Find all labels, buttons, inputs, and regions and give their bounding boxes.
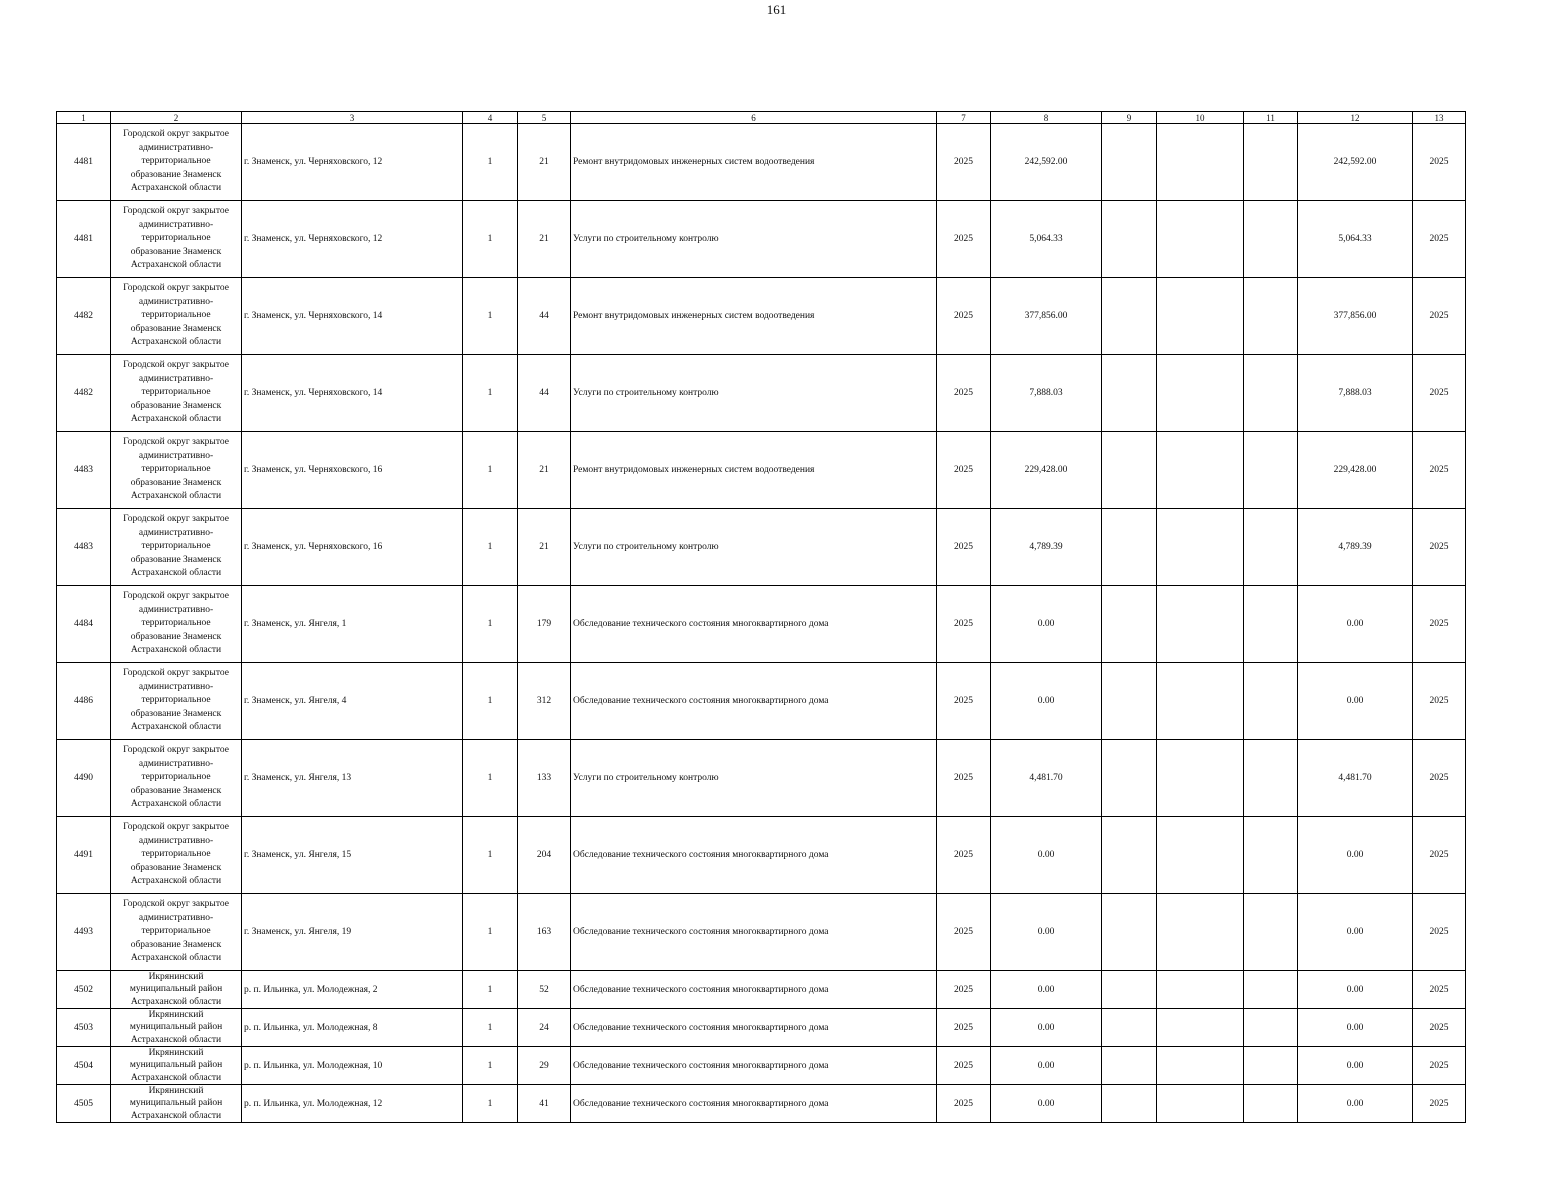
table-row [57, 1047, 1466, 1085]
municipality-line: административно- [138, 604, 214, 615]
table-row [57, 355, 1466, 432]
cell-address: г. Знаменск, ул. Янгеля, 19 [242, 894, 463, 971]
municipality-line: административно- [138, 527, 214, 538]
cell-amount-col-12: 242,592.00 [1298, 124, 1413, 201]
cell-col-10 [1157, 1009, 1244, 1047]
municipality-line: Городской округ закрытое [123, 437, 229, 448]
cell-address: г. Знаменск, ул. Черняховского, 12 [242, 201, 463, 278]
municipality-line: территориальное [141, 618, 211, 629]
cell-house-id: 4483 [57, 432, 111, 509]
cell-work-type: Услуги по строительному контролю [571, 201, 937, 278]
cell-work-type: Обследование технического состояния многоквартирного дома [571, 663, 937, 740]
municipality-line: Астраханской области [130, 183, 222, 194]
cell-col-5: 21 [518, 509, 571, 586]
cell-amount-col-12: 0.00 [1298, 894, 1413, 971]
cell-amount: 377,856.00 [991, 278, 1102, 355]
table-row [57, 432, 1466, 509]
cell-year-col-13: 2025 [1413, 124, 1466, 201]
cell-col-10 [1157, 201, 1244, 278]
cell-year: 2025 [937, 355, 991, 432]
municipality-line: Астраханской области [130, 337, 222, 348]
cell-col-10 [1157, 894, 1244, 971]
municipality-line: Икрянинский [148, 1010, 204, 1021]
cell-amount: 0.00 [991, 586, 1102, 663]
table-row [57, 509, 1466, 586]
cell-amount-col-12: 0.00 [1298, 1085, 1413, 1123]
cell-house-id: 4483 [57, 509, 111, 586]
cell-col-4: 1 [463, 509, 518, 586]
municipality-line: Городской округ закрытое [123, 206, 229, 217]
cell-year-col-13: 2025 [1413, 1085, 1466, 1123]
cell-amount-col-12: 0.00 [1298, 817, 1413, 894]
cell-address: р. п. Ильинка, ул. Молодежная, 10 [242, 1047, 463, 1085]
municipality-line: образование Знаменск [130, 708, 222, 719]
cell-col-4: 1 [463, 1085, 518, 1123]
register-body [57, 124, 1466, 1123]
page-number: 161 [766, 2, 787, 17]
municipality-line: административно- [138, 296, 214, 307]
cell-col-10 [1157, 432, 1244, 509]
cell-col-9 [1102, 355, 1157, 432]
cell-year-col-13: 2025 [1413, 817, 1466, 894]
cell-col-5: 21 [518, 124, 571, 201]
cell-amount-col-12: 0.00 [1298, 1047, 1413, 1085]
cell-house-id: 4482 [57, 278, 111, 355]
municipality-line: Городской округ закрытое [123, 283, 229, 294]
cell-amount-col-12: 7,888.03 [1298, 355, 1413, 432]
cell-amount: 5,064.33 [991, 201, 1102, 278]
cell-amount-col-12: 0.00 [1298, 586, 1413, 663]
cell-year-col-13: 2025 [1413, 1047, 1466, 1085]
table-row [57, 201, 1466, 278]
cell-municipality [111, 509, 242, 586]
cell-col-5: 21 [518, 201, 571, 278]
cell-municipality [111, 1009, 242, 1047]
municipality-line: территориальное [141, 849, 211, 860]
cell-house-id: 4491 [57, 817, 111, 894]
municipality-line: Астраханской области [130, 568, 222, 579]
cell-col-4: 1 [463, 278, 518, 355]
municipality-line: территориальное [141, 464, 211, 475]
cell-work-type: Услуги по строительному контролю [571, 740, 937, 817]
cell-col-11 [1244, 740, 1298, 817]
municipality-line: Астраханской области [130, 645, 222, 656]
cell-work-type: Обследование технического состояния многоквартирного дома [571, 586, 937, 663]
cell-work-type: Обследование технического состояния многоквартирного дома [571, 971, 937, 1009]
cell-municipality [111, 894, 242, 971]
cell-amount-col-12: 5,064.33 [1298, 201, 1413, 278]
cell-municipality [111, 971, 242, 1009]
cell-year-col-13: 2025 [1413, 509, 1466, 586]
cell-col-10 [1157, 971, 1244, 1009]
cell-address: г. Знаменск, ул. Янгеля, 13 [242, 740, 463, 817]
cell-address: г. Знаменск, ул. Черняховского, 16 [242, 509, 463, 586]
cell-col-5: 52 [518, 971, 571, 1009]
column-header-8: 8 [991, 112, 1102, 124]
column-header-11: 11 [1244, 112, 1298, 124]
cell-work-type: Обследование технического состояния многоквартирного дома [571, 1009, 937, 1047]
municipality-line: территориальное [141, 541, 211, 552]
municipality-line: муниципальный район [129, 1098, 223, 1109]
header-row [57, 112, 1466, 124]
cell-year-col-13: 2025 [1413, 663, 1466, 740]
cell-address: г. Знаменск, ул. Черняховского, 12 [242, 124, 463, 201]
cell-work-type: Обследование технического состояния многоквартирного дома [571, 894, 937, 971]
municipality-line: образование Знаменск [130, 862, 222, 873]
column-header-5: 5 [518, 112, 571, 124]
municipality-line: административно- [138, 373, 214, 384]
cell-col-9 [1102, 1009, 1157, 1047]
cell-col-5: 133 [518, 740, 571, 817]
cell-house-id: 4505 [57, 1085, 111, 1123]
cell-year: 2025 [937, 1009, 991, 1047]
cell-work-type: Ремонт внутридомовых инженерных систем водоотведения [571, 278, 937, 355]
municipality-line: образование Знаменск [130, 169, 222, 180]
cell-col-11 [1244, 432, 1298, 509]
cell-col-10 [1157, 1047, 1244, 1085]
municipality-line: Астраханской области [130, 953, 222, 964]
municipality-line: образование Знаменск [130, 939, 222, 950]
municipality-line: Городской округ закрытое [123, 745, 229, 756]
municipality-line: Икрянинский [148, 1086, 204, 1097]
municipality-line: Астраханской области [130, 1034, 222, 1045]
table-row [57, 971, 1466, 1009]
cell-municipality [111, 1085, 242, 1123]
municipality-line: Астраханской области [130, 799, 222, 810]
cell-amount-col-12: 4,789.39 [1298, 509, 1413, 586]
table-row [57, 740, 1466, 817]
cell-work-type: Ремонт внутридомовых инженерных систем водоотведения [571, 432, 937, 509]
cell-amount: 0.00 [991, 894, 1102, 971]
cell-col-11 [1244, 971, 1298, 1009]
cell-house-id: 4504 [57, 1047, 111, 1085]
cell-address: г. Знаменск, ул. Янгеля, 1 [242, 586, 463, 663]
municipality-line: Астраханской области [130, 491, 222, 502]
cell-col-5: 204 [518, 817, 571, 894]
municipality-line: образование Знаменск [130, 477, 222, 488]
cell-col-4: 1 [463, 201, 518, 278]
cell-col-5: 41 [518, 1085, 571, 1123]
table-row [57, 663, 1466, 740]
cell-amount-col-12: 0.00 [1298, 1009, 1413, 1047]
column-header-2: 2 [111, 112, 242, 124]
cell-house-id: 4503 [57, 1009, 111, 1047]
cell-col-11 [1244, 124, 1298, 201]
municipality-line: территориальное [141, 387, 211, 398]
cell-year-col-13: 2025 [1413, 894, 1466, 971]
cell-address: р. п. Ильинка, ул. Молодежная, 8 [242, 1009, 463, 1047]
cell-work-type: Ремонт внутридомовых инженерных систем водоотведения [571, 124, 937, 201]
table-row [57, 1085, 1466, 1123]
cell-col-9 [1102, 817, 1157, 894]
municipality-line: образование Знаменск [130, 785, 222, 796]
municipality-line: территориальное [141, 156, 211, 167]
cell-col-9 [1102, 586, 1157, 663]
cell-amount-col-12: 377,856.00 [1298, 278, 1413, 355]
cell-col-9 [1102, 124, 1157, 201]
cell-year: 2025 [937, 124, 991, 201]
cell-year: 2025 [937, 663, 991, 740]
municipality-line: Астраханской области [130, 414, 222, 425]
cell-col-9 [1102, 1047, 1157, 1085]
municipality-line: Астраханской области [130, 996, 222, 1007]
table-row [57, 817, 1466, 894]
municipality-line: территориальное [141, 695, 211, 706]
cell-col-10 [1157, 586, 1244, 663]
cell-col-9 [1102, 509, 1157, 586]
cell-col-5: 44 [518, 278, 571, 355]
cell-house-id: 4481 [57, 124, 111, 201]
cell-col-10 [1157, 355, 1244, 432]
cell-year-col-13: 2025 [1413, 1009, 1466, 1047]
cell-municipality [111, 124, 242, 201]
cell-amount-col-12: 229,428.00 [1298, 432, 1413, 509]
cell-municipality [111, 663, 242, 740]
cell-address: р. п. Ильинка, ул. Молодежная, 12 [242, 1085, 463, 1123]
cell-amount-col-12: 4,481.70 [1298, 740, 1413, 817]
cell-house-id: 4482 [57, 355, 111, 432]
cell-col-11 [1244, 586, 1298, 663]
municipality-line: образование Знаменск [130, 554, 222, 565]
municipality-line: образование Знаменск [130, 323, 222, 334]
municipality-line: Городской округ закрытое [123, 668, 229, 679]
municipality-line: Городской округ закрытое [123, 899, 229, 910]
column-header-3: 3 [242, 112, 463, 124]
cell-col-9 [1102, 201, 1157, 278]
cell-amount: 0.00 [991, 1047, 1102, 1085]
cell-work-type: Обследование технического состояния многоквартирного дома [571, 1047, 937, 1085]
municipality-line: административно- [138, 219, 214, 230]
municipality-line: Городской округ закрытое [123, 591, 229, 602]
municipality-line: Городской округ закрытое [123, 514, 229, 525]
cell-amount: 0.00 [991, 663, 1102, 740]
cell-address: г. Знаменск, ул. Черняховского, 14 [242, 278, 463, 355]
cell-house-id: 4502 [57, 971, 111, 1009]
cell-address: г. Знаменск, ул. Черняховского, 14 [242, 355, 463, 432]
cell-year: 2025 [937, 432, 991, 509]
municipality-line: муниципальный район [129, 1060, 223, 1071]
cell-municipality [111, 740, 242, 817]
column-header-6: 6 [571, 112, 937, 124]
table-row [57, 278, 1466, 355]
cell-col-11 [1244, 201, 1298, 278]
municipality-line: административно- [138, 835, 214, 846]
municipality-line: административно- [138, 758, 214, 769]
cell-year: 2025 [937, 509, 991, 586]
cell-year: 2025 [937, 1085, 991, 1123]
cell-year: 2025 [937, 740, 991, 817]
cell-col-9 [1102, 663, 1157, 740]
municipality-line: образование Знаменск [130, 631, 222, 642]
cell-col-10 [1157, 740, 1244, 817]
cell-house-id: 4490 [57, 740, 111, 817]
cell-year: 2025 [937, 586, 991, 663]
cell-year: 2025 [937, 817, 991, 894]
cell-col-10 [1157, 509, 1244, 586]
table-row [57, 124, 1466, 201]
column-header-13: 13 [1413, 112, 1466, 124]
cell-col-9 [1102, 278, 1157, 355]
cell-col-4: 1 [463, 1009, 518, 1047]
cell-col-4: 1 [463, 355, 518, 432]
cell-col-11 [1244, 1009, 1298, 1047]
cell-amount: 4,481.70 [991, 740, 1102, 817]
cell-house-id: 4484 [57, 586, 111, 663]
cell-col-4: 1 [463, 894, 518, 971]
table-row [57, 894, 1466, 971]
column-header-7: 7 [937, 112, 991, 124]
cell-year: 2025 [937, 278, 991, 355]
column-header-1: 1 [57, 112, 111, 124]
cell-col-4: 1 [463, 586, 518, 663]
cell-address: г. Знаменск, ул. Черняховского, 16 [242, 432, 463, 509]
cell-col-9 [1102, 1085, 1157, 1123]
municipality-line: территориальное [141, 926, 211, 937]
municipality-line: Икрянинский [148, 1048, 204, 1059]
cell-amount: 229,428.00 [991, 432, 1102, 509]
cell-col-10 [1157, 1085, 1244, 1123]
cell-amount: 0.00 [991, 1009, 1102, 1047]
cell-col-11 [1244, 355, 1298, 432]
cell-year-col-13: 2025 [1413, 278, 1466, 355]
municipality-line: Городской округ закрытое [123, 822, 229, 833]
municipality-line: образование Знаменск [130, 400, 222, 411]
municipality-line: Астраханской области [130, 1072, 222, 1083]
cell-col-4: 1 [463, 971, 518, 1009]
cell-house-id: 4486 [57, 663, 111, 740]
cell-address: р. п. Ильинка, ул. Молодежная, 2 [242, 971, 463, 1009]
column-header-10: 10 [1157, 112, 1244, 124]
cell-year-col-13: 2025 [1413, 432, 1466, 509]
cell-col-4: 1 [463, 663, 518, 740]
cell-amount: 0.00 [991, 1085, 1102, 1123]
cell-address: г. Знаменск, ул. Янгеля, 15 [242, 817, 463, 894]
cell-year: 2025 [937, 1047, 991, 1085]
cell-col-11 [1244, 509, 1298, 586]
column-header-9: 9 [1102, 112, 1157, 124]
cell-year: 2025 [937, 201, 991, 278]
municipality-line: муниципальный район [129, 1022, 223, 1033]
cell-col-5: 312 [518, 663, 571, 740]
municipality-line: административно- [138, 142, 214, 153]
cell-col-11 [1244, 663, 1298, 740]
cell-municipality [111, 432, 242, 509]
municipality-line: муниципальный район [129, 984, 223, 995]
column-header-12: 12 [1298, 112, 1413, 124]
cell-municipality [111, 355, 242, 432]
cell-municipality [111, 817, 242, 894]
municipality-line: территориальное [141, 772, 211, 783]
cell-work-type: Обследование технического состояния многоквартирного дома [571, 1085, 937, 1123]
cell-municipality [111, 586, 242, 663]
cell-address: г. Знаменск, ул. Янгеля, 4 [242, 663, 463, 740]
cell-municipality [111, 1047, 242, 1085]
municipality-line: территориальное [141, 233, 211, 244]
cell-year-col-13: 2025 [1413, 971, 1466, 1009]
cell-col-9 [1102, 432, 1157, 509]
municipality-line: Астраханской области [130, 876, 222, 887]
cell-col-4: 1 [463, 740, 518, 817]
cell-col-4: 1 [463, 1047, 518, 1085]
cell-col-9 [1102, 971, 1157, 1009]
municipality-line: Астраханской области [130, 722, 222, 733]
cell-col-5: 29 [518, 1047, 571, 1085]
municipality-line: Городской округ закрытое [123, 129, 229, 140]
cell-col-5: 21 [518, 432, 571, 509]
cell-house-id: 4493 [57, 894, 111, 971]
municipality-line: Городской округ закрытое [123, 360, 229, 371]
cell-col-11 [1244, 894, 1298, 971]
cell-amount: 7,888.03 [991, 355, 1102, 432]
register-table [56, 111, 1466, 1123]
municipality-line: административно- [138, 912, 214, 923]
cell-col-5: 44 [518, 355, 571, 432]
cell-municipality [111, 201, 242, 278]
cell-col-9 [1102, 894, 1157, 971]
cell-col-4: 1 [463, 817, 518, 894]
cell-col-10 [1157, 278, 1244, 355]
cell-year: 2025 [937, 971, 991, 1009]
cell-col-11 [1244, 1047, 1298, 1085]
cell-col-9 [1102, 740, 1157, 817]
municipality-line: Астраханской области [130, 1110, 222, 1121]
column-header-4: 4 [463, 112, 518, 124]
cell-municipality [111, 278, 242, 355]
cell-col-5: 24 [518, 1009, 571, 1047]
cell-col-10 [1157, 817, 1244, 894]
cell-year: 2025 [937, 894, 991, 971]
table-row [57, 1009, 1466, 1047]
cell-year-col-13: 2025 [1413, 586, 1466, 663]
municipality-line: административно- [138, 681, 214, 692]
cell-col-10 [1157, 124, 1244, 201]
cell-amount: 242,592.00 [991, 124, 1102, 201]
municipality-line: Икрянинский [148, 972, 204, 983]
cell-amount: 4,789.39 [991, 509, 1102, 586]
municipality-line: Астраханской области [130, 260, 222, 271]
cell-house-id: 4481 [57, 201, 111, 278]
cell-col-11 [1244, 817, 1298, 894]
cell-year-col-13: 2025 [1413, 355, 1466, 432]
cell-work-type: Услуги по строительному контролю [571, 355, 937, 432]
cell-work-type: Услуги по строительному контролю [571, 509, 937, 586]
cell-amount-col-12: 0.00 [1298, 663, 1413, 740]
cell-col-4: 1 [463, 432, 518, 509]
municipality-line: административно- [138, 450, 214, 461]
cell-amount: 0.00 [991, 971, 1102, 1009]
cell-col-5: 179 [518, 586, 571, 663]
cell-year-col-13: 2025 [1413, 740, 1466, 817]
municipality-line: территориальное [141, 310, 211, 321]
table-row [57, 586, 1466, 663]
cell-col-4: 1 [463, 124, 518, 201]
municipality-line: образование Знаменск [130, 246, 222, 257]
cell-amount: 0.00 [991, 817, 1102, 894]
cell-col-5: 163 [518, 894, 571, 971]
cell-col-11 [1244, 278, 1298, 355]
cell-col-11 [1244, 1085, 1298, 1123]
cell-amount-col-12: 0.00 [1298, 971, 1413, 1009]
cell-work-type: Обследование технического состояния многоквартирного дома [571, 817, 937, 894]
cell-year-col-13: 2025 [1413, 201, 1466, 278]
cell-col-10 [1157, 663, 1244, 740]
